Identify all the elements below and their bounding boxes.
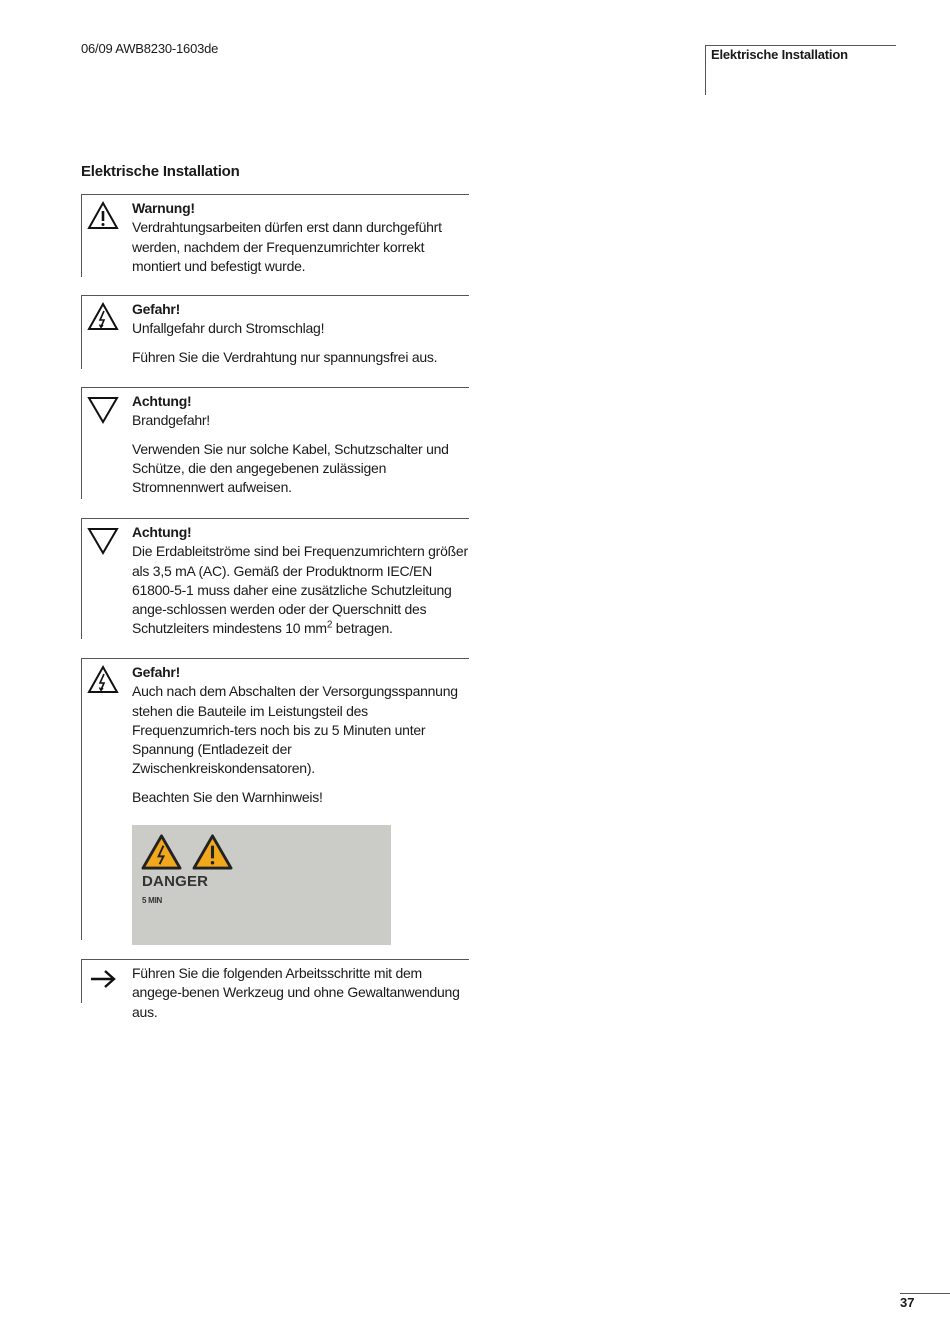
high-voltage-icon [141,834,182,871]
caution-triangle-icon [87,524,119,556]
danger-notice [81,658,469,940]
running-head-title: Elektrische Installation [711,47,848,62]
label-minutes-text: 5 MIN [142,896,163,906]
danger-warning-label [132,825,391,945]
notice-text: Brandgefahr! [132,412,210,429]
caution-notice [81,518,469,639]
caution-notice [81,387,469,499]
notice-text: Auch nach dem Abschalten der Versorgungsspannung stehen die Bauteile im Leistungsteil des Frequenzumrich-ters noch bis zu 5 Minuten unter Spannung (Entladezeit der Zwischenkreiskondensatoren). [132,683,458,777]
notice-title: Gefahr! [132,301,181,317]
instruction-notice [81,959,469,1020]
label-danger-text: DANGER [142,873,209,891]
running-head [705,45,896,95]
notice-text: Beachten Sie den Warnhinweis! [132,788,323,805]
section-title: Elektrische Installation [81,163,240,180]
notice-text: Unfallgefahr durch Stromschlag! [132,320,325,337]
notice-text: Verdrahtungsarbeiten dürfen erst dann durchgeführt werden, nachdem der Frequenzumrichter korrekt montiert und befestigt wurde. [132,219,442,274]
warning-exclamation-icon [192,834,233,871]
high-voltage-icon [87,301,119,333]
notice-title: Achtung! [132,524,192,540]
notice-title: Achtung! [132,393,192,409]
notice-text: Verwenden Sie nur solche Kabel, Schutzschalter und Schütze, die den angegebenen zulässigen Stromnennwert aufweisen. [132,440,449,496]
high-voltage-icon [87,664,119,696]
notice-text: Führen Sie die Verdrahtung nur spannungsfrei aus. [132,348,438,365]
notice-title: Gefahr! [132,664,181,680]
danger-notice [81,295,469,369]
arrow-right-icon [87,963,119,995]
notice-text: Führen Sie die folgenden Arbeitsschritte mit dem angege-benen Werkzeug und ohne Gewaltanwendung aus. [132,965,460,1020]
notice-text: Die Erdableitströme sind bei Frequenzumrichtern größer als 3,5 mA (AC). Gemäß der Produktnorm IEC/EN 61800-5-1 muss daher eine zusätzliche Schutzleitung ange-schlossen werden oder der Querschnitt des Schutzleiters mindestens 10 $mm^2$ betragen. [132,543,468,637]
warning-exclamation-icon [87,200,119,232]
warning-notice [81,194,469,277]
notice-title: Warnung! [132,200,195,216]
caution-triangle-icon [87,393,119,425]
page-number: 37 [900,1295,915,1310]
page-number-rule [900,1293,950,1294]
document-reference: 06/09 AWB8230-1603de [81,41,219,56]
